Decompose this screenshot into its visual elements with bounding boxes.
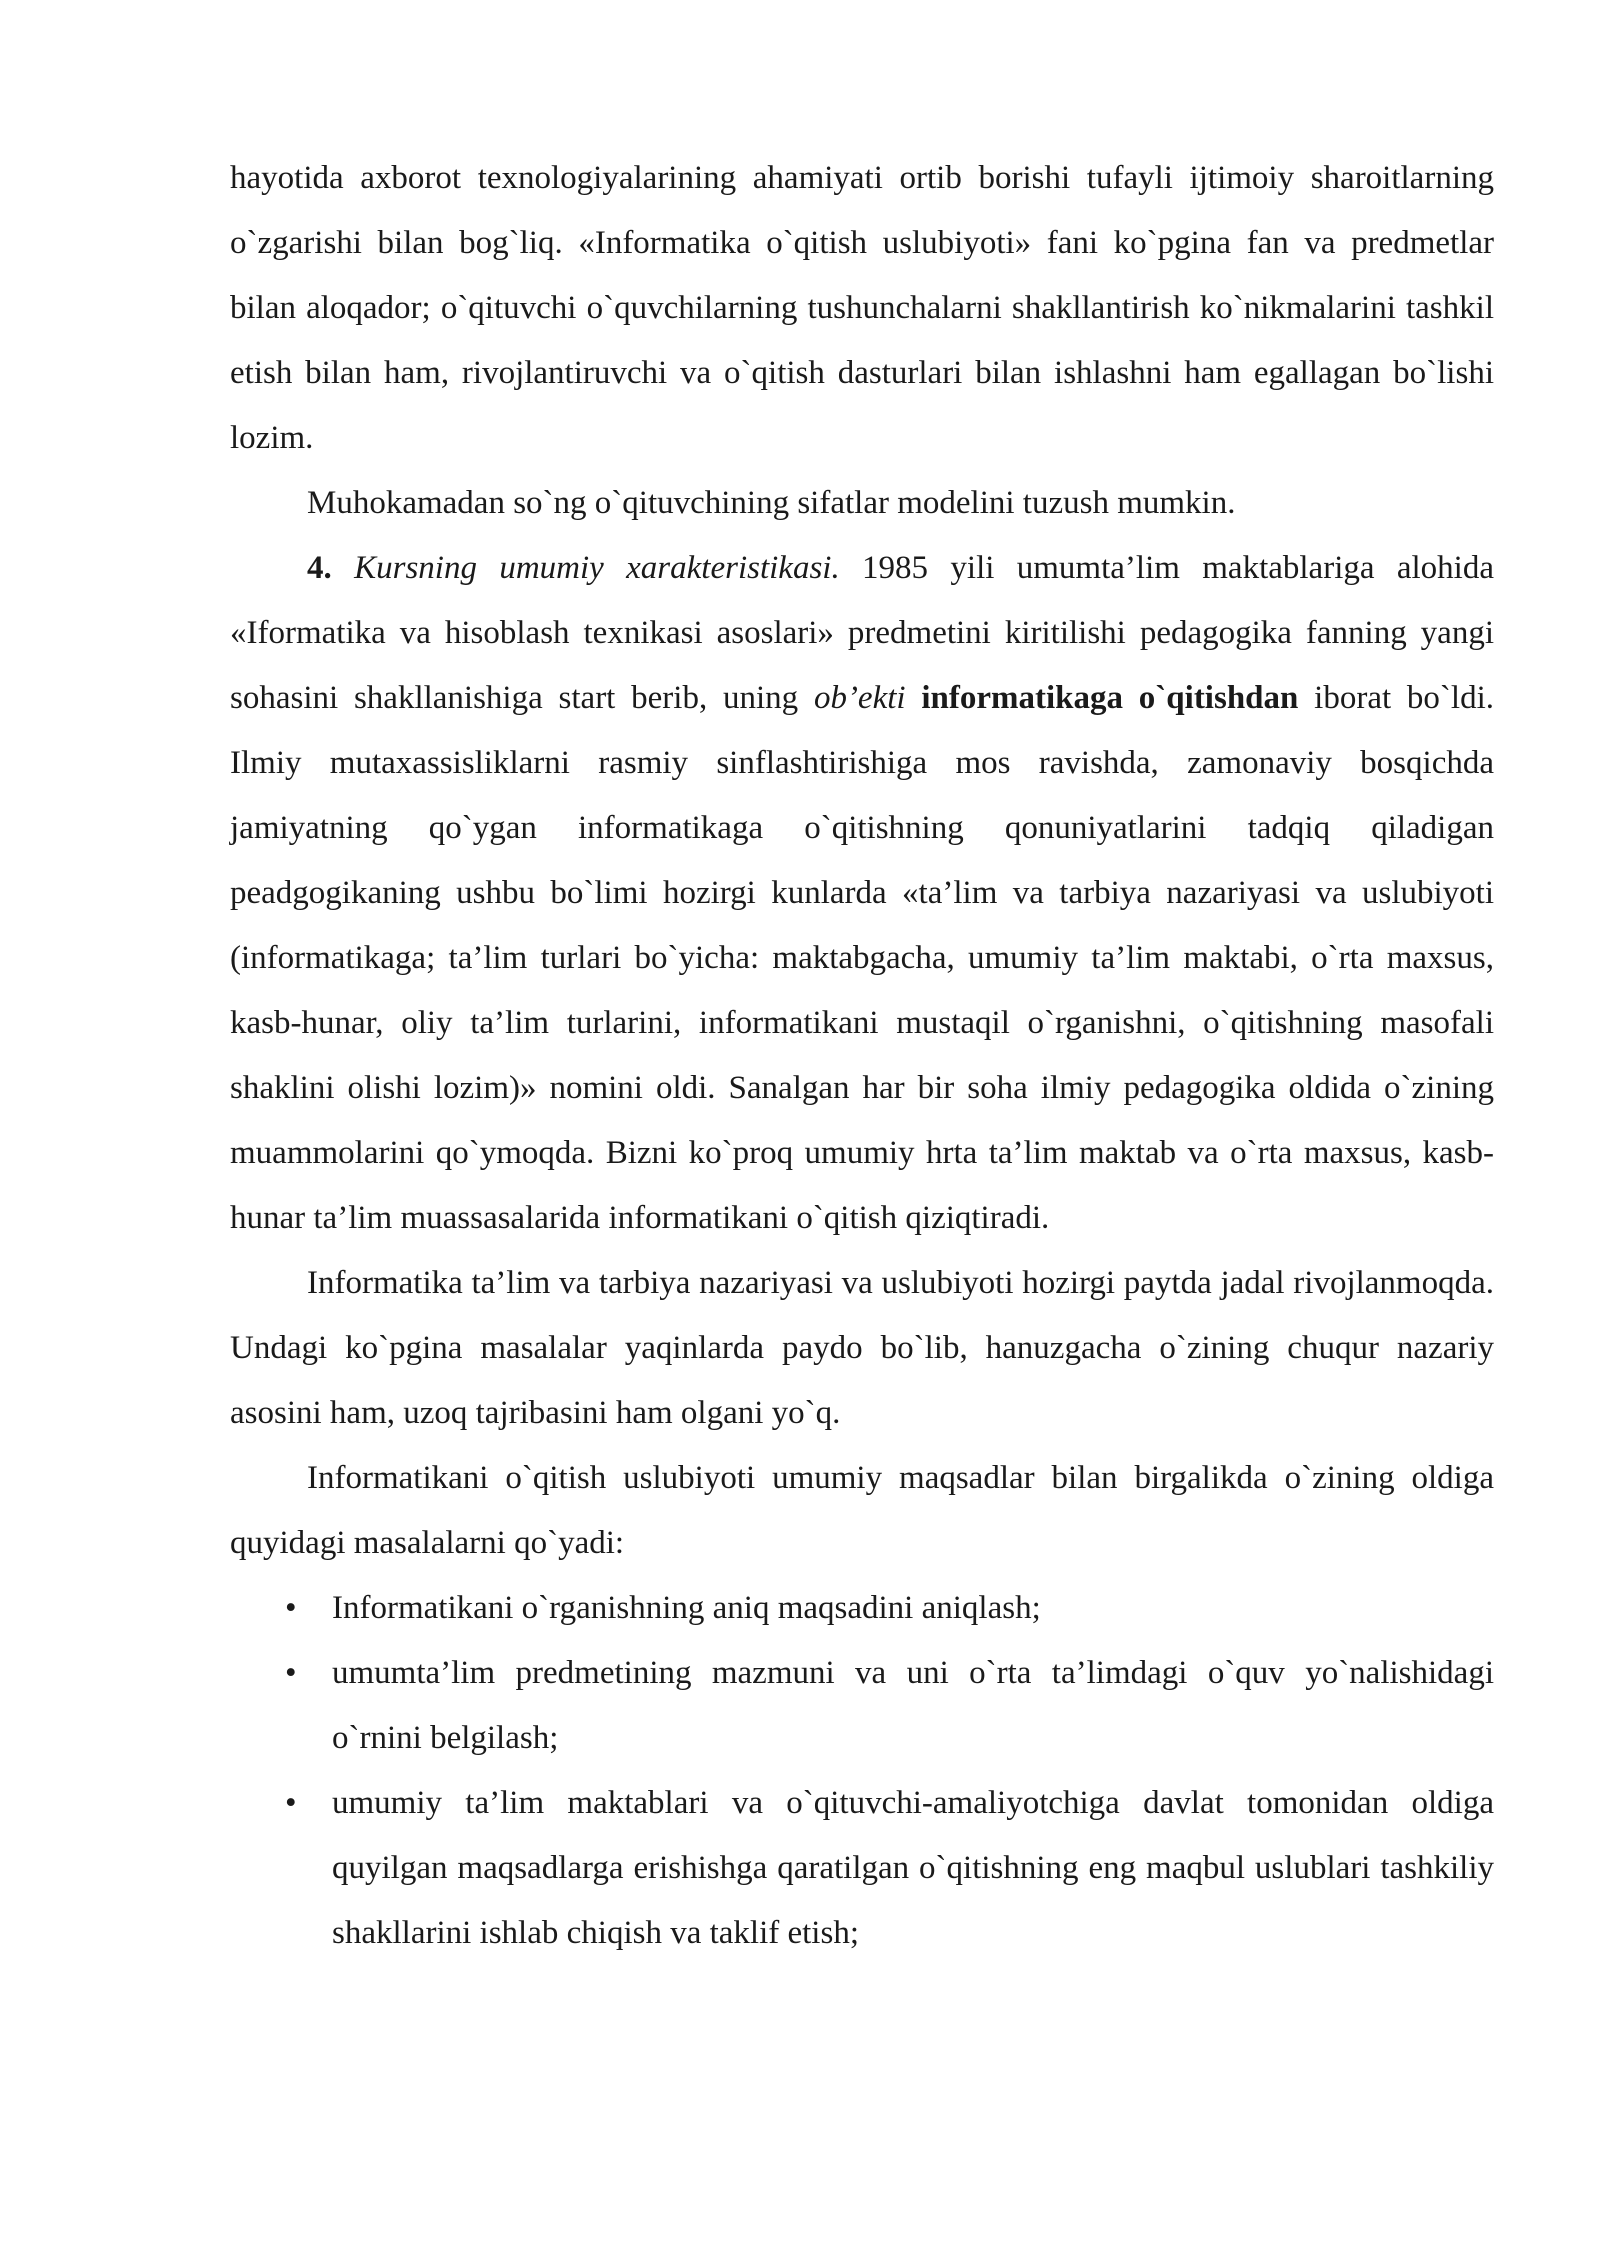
paragraph-discussion: [230, 471, 1494, 536]
list-item-text: umumiy ta’lim maktablari va o`qituvchi-amaliyotchiga davlat tomonidan oldiga quyilgan maqsadlarga erishishga qaratilgan o`qitishning eng maqbul uslublari tashkiliy shakllarini ishlab chiqish va taklif etish;: [332, 1785, 1494, 1951]
object-definition: informatikaga o`qitishdan: [921, 680, 1299, 716]
paragraph-tasks-intro-text: Informatikani o`qitish uslubiyoti umumiy maqsadlar bilan birgalikda o`zining oldiga quyidagi masalalarni qo`yadi:: [230, 1460, 1494, 1561]
paragraph-tasks-intro: [230, 1446, 1494, 1576]
paragraph-intro-text: hayotida axborot texnologiyalarining ahamiyati ortib borishi tufayli ijtimoiy sharoitlarning o`zgarishi bilan bog`liq. «Informatika o`qitish uslubiyoti» fani ko`pgina fan va predmetlar bilan aloqador; o`qituvchi o`quvchilarning tushunchalarni shakllantirish ko`nikmalarini tashkil etish bilan ham, rivojlantiruvchi va o`qitish dasturlari bilan ishlashni ham egallagan bo`lishi lozim.: [230, 160, 1494, 456]
tasks-list: [230, 1576, 1494, 1966]
course-text-part-a: 1985 yili umumta’lim maktablariga alohida «Iformatika va hisoblash texnikasi asoslari» predmetini kiritilishi pedagogika fanning yangi sohasini shakllanishiga start berib, uning: [230, 550, 1494, 716]
bullet-icon: •: [285, 1590, 297, 1626]
bullet-icon: •: [285, 1655, 297, 1691]
list-item-text: umumta’lim predmetining mazmuni va uni o`rta ta’limdagi o`quv yo`nalishidagi o`rnini belgilash;: [332, 1655, 1494, 1756]
object-term: ob’ekti: [813, 680, 906, 716]
bullet-icon: •: [285, 1785, 297, 1821]
list-item-text: Informatikani o`rganishning aniq maqsadini aniqlash;: [332, 1590, 1041, 1626]
document-page: [230, 146, 1494, 1966]
paragraph-development-text: Informatika ta’lim va tarbiya nazariyasi va uslubiyoti hozirgi paytda jadal rivojlanmoqda. Undagi ko`pgina masalalar yaqinlarda paydo bo`lib, hanuzgacha o`zining chuqur nazariy asosini ham, uzoq tajribasini ham olgani yo`q.: [230, 1265, 1494, 1431]
list-item: [230, 1641, 1494, 1771]
paragraph-intro: [230, 146, 1494, 471]
section-heading: Kursning umumiy xarakteristikasi.: [354, 550, 840, 586]
object-space: [906, 680, 922, 716]
list-item: [230, 1576, 1494, 1641]
course-text-part-b: iborat bo`ldi. Ilmiy mutaxassisliklarni rasmiy sinflashtirishiga mos ravishda, zamonaviy bosqichda jamiyatning qo`ygan informatikaga o`qitishning qonuniyatlarini tadqiq qiladigan peadgogikaning ushbu bo`limi hozirgi kunlarda «ta’lim va tarbiya nazariyasi va uslubiyoti (informatikaga; ta’lim turlari bo`yicha: maktabgacha, umumiy ta’lim maktabi, o`rta maxsus, kasb-hunar, oliy ta’lim turlarini, informatikani mustaqil o`rganishni, o`qitishning masofali shaklini olishi lozim)» nomini oldi. Sanalgan har bir soha ilmiy pedagogika oldida o`zining muammolarini qo`ymoqda. Bizni ko`proq umumiy hrta ta’lim maktab va o`rta maxsus, kasb-hunar ta’lim muassasalarida informatikani o`qitish qiziqtiradi.: [230, 680, 1494, 1236]
paragraph-discussion-text: Muhokamadan so`ng o`qituvchining sifatlar modelini tuzush mumkin.: [307, 485, 1236, 521]
paragraph-course-characteristics: [230, 536, 1494, 1251]
section-number: 4.: [307, 550, 332, 586]
list-item: [230, 1771, 1494, 1966]
paragraph-development: [230, 1251, 1494, 1446]
